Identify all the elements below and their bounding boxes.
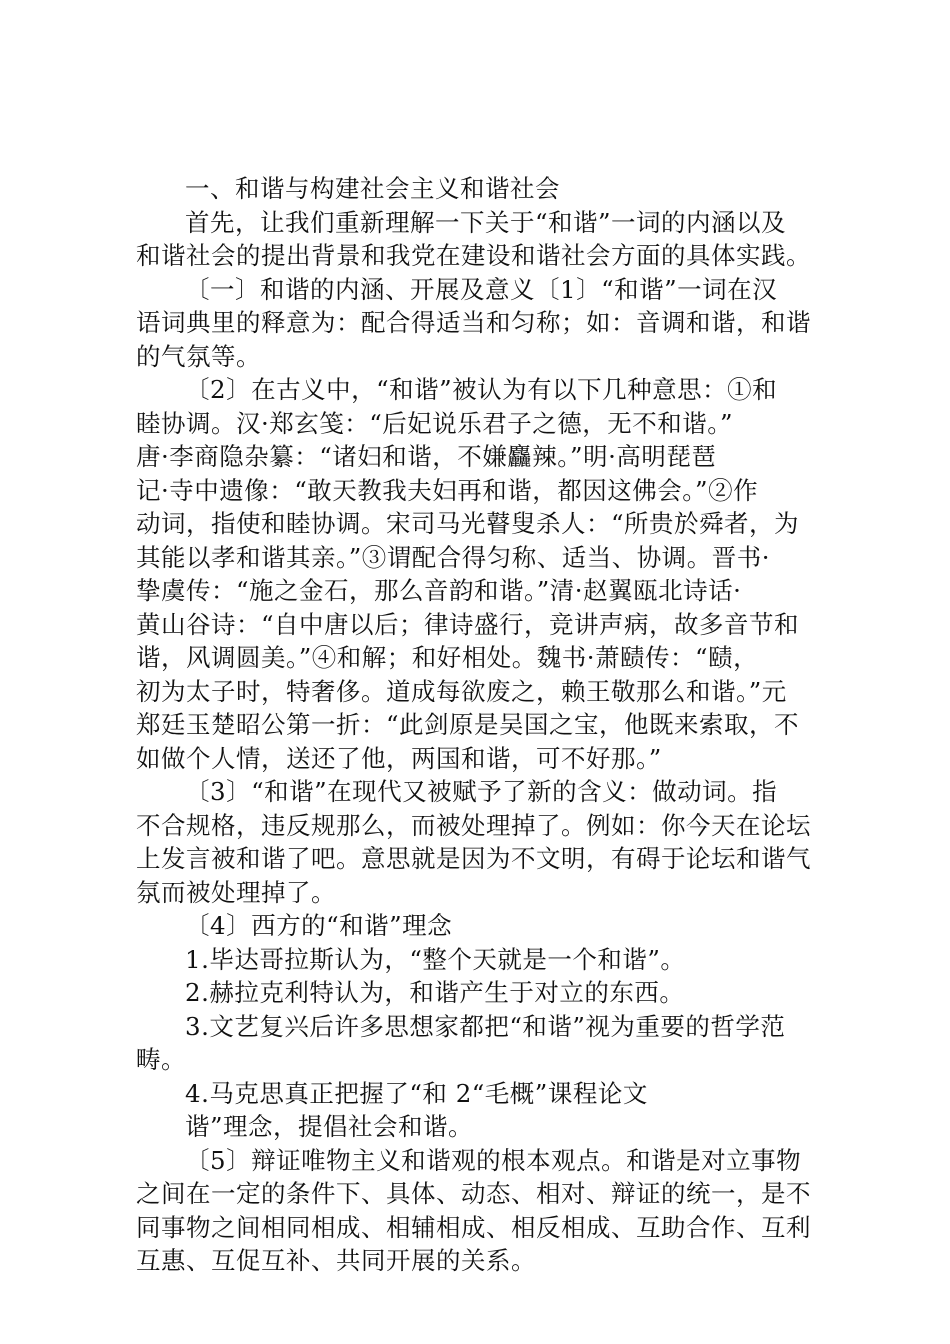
paragraph-line: 其能以孝和谐其亲。”③谓配合得匀称、适当、协调。晋书· (136, 542, 771, 572)
paragraph-line: 之间在一定的条件下、具体、动态、相对、辩证的统一，是不 (136, 1179, 811, 1208)
section-heading (136, 172, 826, 206)
intro-paragraph (136, 206, 826, 273)
paragraph-line: 如做个人情，送还了他，两国和谐，可不好那。” (136, 743, 662, 773)
paragraph-line: 和谐社会的提出背景和我党在建设和谐社会方面的具体实践。 (136, 241, 811, 270)
paragraph-line: 不合规格，违反规那么，而被处理掉了。例如：你今天在论坛 (136, 810, 811, 840)
paragraph-line: 〔5〕辩证唯物主义和谐观的根本观点。和谐是对立事物 (185, 1145, 802, 1175)
paragraph-line: 上发言被和谐了吧。意思就是因为不文明，有碍于论坛和谐气 (136, 844, 811, 873)
paragraph-line: 初为太子时，特奢侈。道成每欲废之，赖王敬那么和谐。”元 (136, 676, 787, 706)
section-4-item-4 (136, 1077, 826, 1144)
paragraph-line: 〔3〕“和谐”在现代又被赋予了新的含义：做动词。指 (185, 777, 778, 806)
section-4-item-2 (136, 976, 826, 1010)
list-item: 畴。 (136, 1045, 186, 1074)
paragraph-line: 〔一〕和谐的内涵、开展及意义〔1〕“和谐”一词在汉 (185, 274, 778, 304)
list-item: 1.毕达哥拉斯认为，“整个天就是一个和谐”。 (185, 944, 686, 974)
list-item: 3.文艺复兴后许多思想家都把“和谐”视为重要的哲学范 (185, 1011, 786, 1041)
document-page (136, 172, 826, 1278)
paragraph-line: 睦协调。汉·郑玄笺：“后妃说乐君子之德，无不和谐。” (136, 408, 734, 438)
section-5-paragraph (136, 1144, 826, 1278)
paragraph-line: 唐·李商隐杂纂：“诸妇和谐，不嫌麤辣。”明·高明琵琶 (136, 442, 717, 471)
list-item: 谐”理念，提倡社会和谐。 (185, 1112, 474, 1141)
paragraph-line: 黄山谷诗：“自中唐以后；律诗盛行，竞讲声病，故多音节和 (136, 609, 800, 639)
paragraph-line: 谐，风调圆美。”④和解；和好相处。魏书·萧赜传：“赜， (136, 643, 759, 672)
paragraph-line: 挚虞传：“施之金石，那么音韵和谐。”清·赵翼瓯北诗话· (136, 576, 742, 605)
paragraph-line: 互惠、互促互补、共同开展的关系。 (136, 1246, 536, 1275)
paragraph-line: 氛而被处理掉了。 (136, 877, 336, 907)
paragraph-line: 首先，让我们重新理解一下关于“和谐”一词的内涵以及 (185, 207, 787, 237)
paragraph-line: 同事物之间相同相成、相辅相成、相反相成、互助合作、互利 (136, 1212, 811, 1242)
paragraph-line: 〔2〕在古义中，“和谐”被认为有以下几种意思：①和 (185, 375, 778, 404)
paragraph-line: 的气氛等。 (136, 341, 261, 371)
list-item: 4.马克思真正把握了“和 2“毛概”课程论文 (185, 1078, 648, 1108)
section-2-paragraph (136, 373, 826, 775)
paragraph-line: 动词，指使和睦协调。宋司马光瞽叟杀人：“所贵於舜者，为 (136, 509, 800, 538)
section-4-item-1 (136, 943, 826, 977)
paragraph-line: 语词典里的释意为：配合得适当和匀称；如：音调和谐，和谐 (136, 308, 811, 337)
section-4-item-3 (136, 1010, 826, 1077)
section-1-paragraph (136, 273, 826, 374)
list-item: 2.赫拉克利特认为，和谐产生于对立的东西。 (185, 978, 685, 1007)
subheading-text: 〔4〕西方的“和谐”理念 (185, 911, 453, 940)
section-4-title (136, 909, 826, 943)
paragraph-line: 记·寺中遗像：“敢天教我夫妇再和谐，都因这佛会。”②作 (136, 475, 759, 505)
heading-text: 一、和谐与构建社会主义和谐社会 (185, 174, 560, 203)
paragraph-line: 郑廷玉楚昭公第一折：“此剑原是吴国之宝，他既来索取，不 (136, 710, 800, 739)
section-3-paragraph (136, 775, 826, 909)
